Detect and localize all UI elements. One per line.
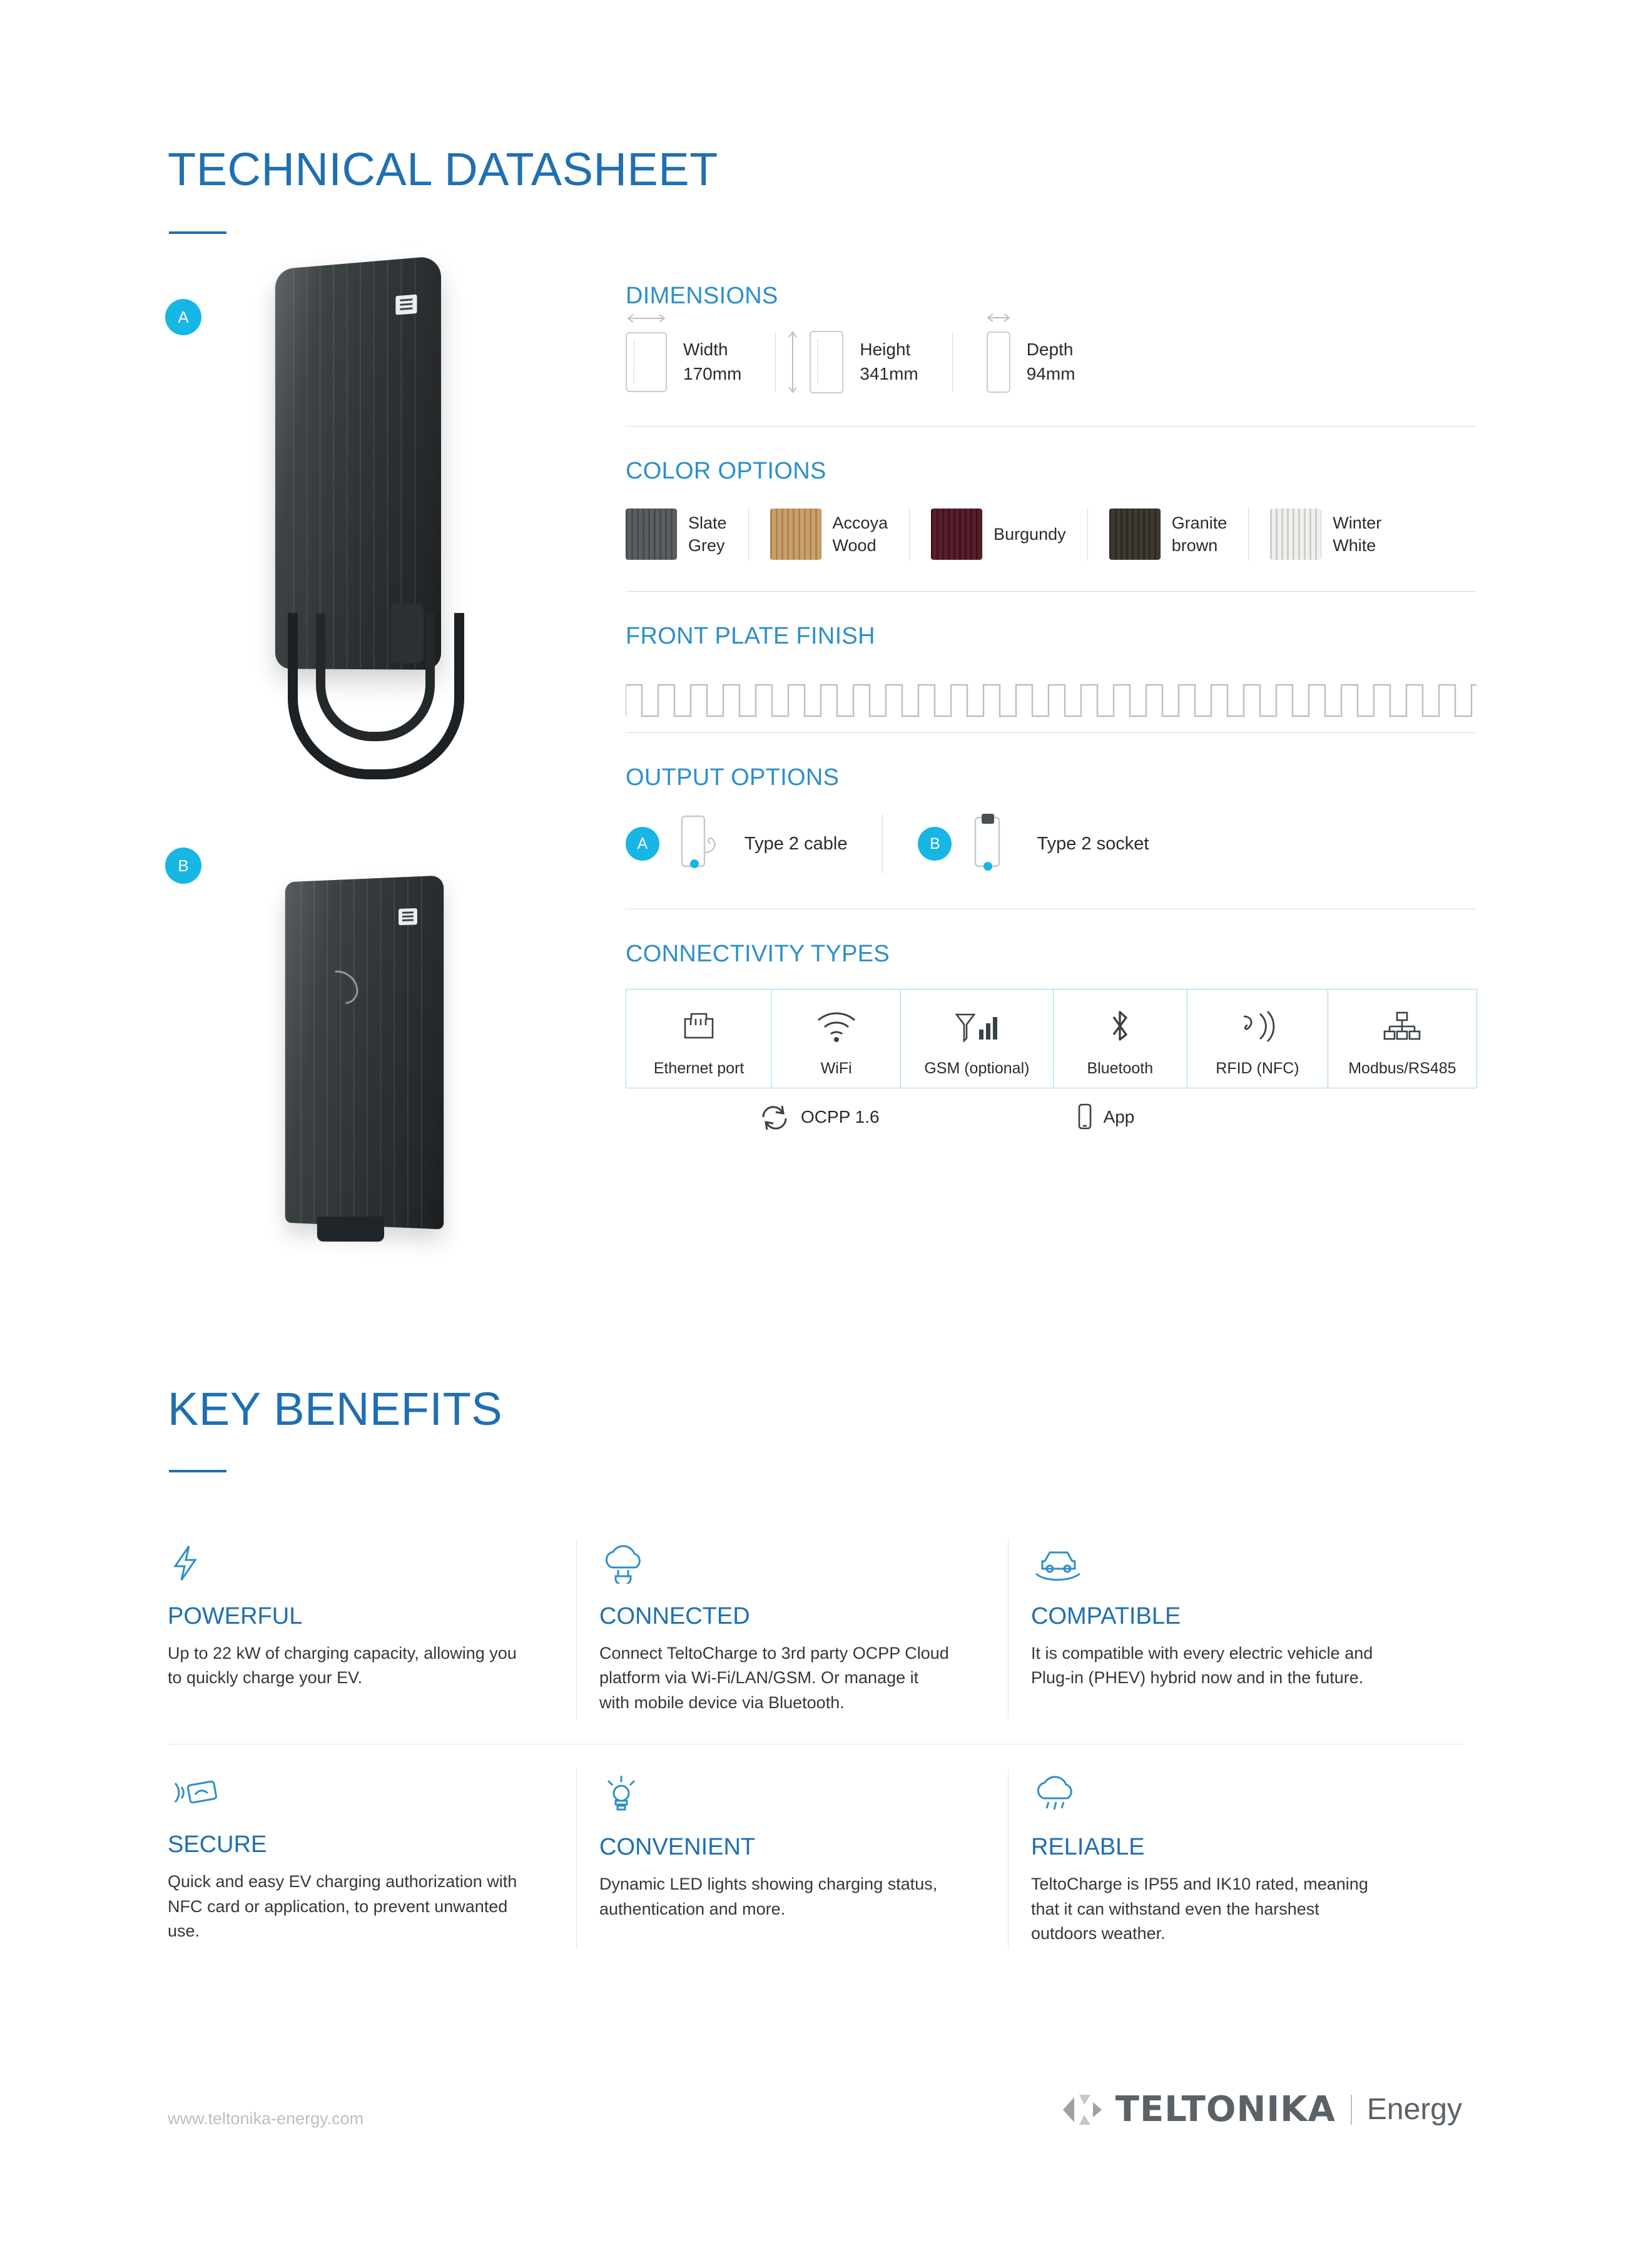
depth-value: 94mm [1026, 364, 1075, 383]
output-label-socket: Type 2 socket [1037, 833, 1149, 854]
color-label-line2: Grey [688, 536, 725, 555]
connectivity-gsm [900, 989, 1053, 1088]
divider [576, 1769, 577, 1950]
dimensions-heading: DIMENSIONS [626, 283, 778, 309]
benefit-title: CONVENIENT [599, 1834, 756, 1861]
connectivity-wifi [771, 989, 901, 1088]
bluetooth-icon [1105, 1003, 1135, 1050]
bolt-icon [168, 1542, 553, 1587]
swatch-burgundy [931, 509, 982, 560]
benefit-title: SECURE [168, 1831, 267, 1858]
divider [1351, 2095, 1352, 2125]
brand-sub: Energy [1366, 2093, 1462, 2126]
connectivity-label: Bluetooth [1087, 1060, 1154, 1077]
swatch-slate-grey [626, 509, 677, 560]
depth-label: Depth [1026, 340, 1074, 360]
divider [909, 507, 910, 561]
output-badge-b: B [918, 827, 952, 861]
connectivity-heading: CONNECTIVITY TYPES [626, 941, 890, 967]
height-icon [810, 331, 843, 393]
divider [1008, 1769, 1009, 1950]
swatch-accoya-wood [770, 509, 821, 560]
benefit-text: Connect TeltoCharge to 3rd party OCPP Cloud platform via Wi-Fi/LAN/GSM. Or manage it with mobile device via Bluetooth. [599, 1644, 949, 1712]
color-option-slate-grey[interactable] [626, 509, 727, 560]
divider [626, 732, 1476, 733]
divider [576, 1539, 577, 1719]
brand-name: TELTONIKA [1115, 2089, 1336, 2130]
benefit-connected [599, 1514, 1031, 1744]
connectivity-label: GSM (optional) [924, 1060, 1030, 1077]
height-arrow-icon [786, 328, 800, 396]
type2-cable-icon [678, 814, 724, 874]
key-benefits-title: KEY BENEFITS [168, 1383, 503, 1435]
benefit-secure [168, 1744, 599, 1975]
wifi-icon [815, 1003, 858, 1050]
dimensions-row [626, 331, 1476, 393]
divider [882, 814, 883, 874]
divider [626, 426, 1476, 427]
output-label-cable: Type 2 cable [744, 833, 848, 854]
color-label-line1: Granite [1171, 513, 1227, 532]
divider [748, 507, 749, 561]
swatch-winter-white [1270, 509, 1321, 560]
key-benefits-underline [169, 1470, 226, 1472]
ocpp-label: OCPP 1.6 [801, 1107, 880, 1126]
connectivity-label: Modbus/RS485 [1348, 1060, 1456, 1077]
teltonika-logo-on-device-a [395, 295, 417, 315]
product-image-variant-b [269, 879, 469, 1254]
connectivity-label: RFID (NFC) [1216, 1060, 1299, 1077]
led-light-icon [599, 1773, 985, 1818]
color-label-line2: Wood [832, 536, 877, 555]
teltonika-logo-on-device-b [399, 908, 417, 925]
connectivity-ethernet [626, 989, 772, 1088]
badge-variant-a: A [165, 299, 201, 335]
footer-url[interactable]: www.teltonika-energy.com [168, 2109, 364, 2128]
swatch-granite-brown [1109, 509, 1161, 560]
dimension-height [810, 331, 918, 393]
benefit-title: RELIABLE [1031, 1834, 1145, 1861]
output-badge-a: A [626, 827, 659, 861]
divider [1008, 1539, 1009, 1719]
ocpp-item [757, 1102, 880, 1132]
divider [626, 591, 1476, 592]
dimension-width [626, 332, 741, 392]
front-plate-finish-pattern [626, 667, 1476, 727]
rfid-card-icon [168, 1773, 553, 1815]
gsm-icon [953, 1003, 1000, 1050]
title-underline [169, 231, 226, 234]
app-label: App [1103, 1107, 1135, 1126]
benefit-powerful [168, 1514, 599, 1744]
teltonika-energy-logo [1058, 2089, 1462, 2130]
divider [775, 332, 776, 392]
color-label-line1: Accoya [832, 513, 888, 532]
benefit-convenient [599, 1744, 1031, 1975]
cloud-rain-icon [1031, 1773, 1416, 1818]
teltonika-mark-icon [1058, 2091, 1105, 2129]
color-option-burgundy[interactable] [931, 509, 1066, 560]
ocpp-icon [757, 1102, 792, 1132]
ethernet-icon [679, 1003, 719, 1050]
nfc-marking-icon [317, 964, 365, 1011]
connectivity-bluetooth [1053, 989, 1188, 1088]
color-option-winter-white[interactable] [1270, 509, 1381, 560]
divider [1087, 507, 1088, 561]
modbus-icon [1380, 1003, 1425, 1050]
output-options-heading: OUTPUT OPTIONS [626, 764, 840, 791]
width-label: Width [683, 340, 728, 360]
key-benefits-grid [168, 1514, 1463, 1975]
depth-icon [987, 332, 1010, 393]
benefit-text: Dynamic LED lights showing charging status, authentication and more. [599, 1875, 938, 1918]
connectivity-label: WiFi [820, 1060, 852, 1077]
benefit-text: Up to 22 kW of charging capacity, allowing you to quickly charge your EV. [168, 1644, 517, 1688]
width-icon [626, 332, 667, 392]
depth-arrow-icon [984, 311, 1013, 324]
page-title: TECHNICAL DATASHEET [168, 143, 718, 195]
color-options-row [626, 507, 1476, 561]
dimension-depth [987, 332, 1075, 393]
output-option-type2-cable[interactable] [626, 814, 847, 874]
connectivity-extras [626, 1102, 1476, 1132]
cloud-plug-icon [599, 1542, 985, 1587]
color-label-line2: White [1333, 536, 1376, 555]
benefit-title: CONNECTED [599, 1603, 750, 1629]
benefit-compatible [1031, 1514, 1463, 1744]
height-value: 341mm [860, 364, 918, 383]
app-icon [1074, 1102, 1095, 1132]
width-value: 170mm [683, 364, 742, 383]
benefit-reliable [1031, 1744, 1463, 1975]
spec-panel [626, 283, 1476, 1132]
connectivity-label: Ethernet port [653, 1060, 744, 1077]
nfc-icon [1235, 1003, 1280, 1050]
color-label-line1: Winter [1333, 513, 1382, 532]
output-options-row [626, 814, 1476, 874]
color-label-line1: Slate [688, 513, 727, 532]
color-label-line2: brown [1171, 536, 1218, 555]
benefit-text: TeltoCharge is IP55 and IK10 rated, meaning that it can withstand even the harshest outdoors weather. [1031, 1875, 1368, 1943]
height-label: Height [860, 340, 911, 360]
divider [952, 332, 953, 392]
app-item [1074, 1102, 1135, 1132]
connectivity-row [626, 989, 1476, 1088]
front-plate-finish-heading: FRONT PLATE FINISH [626, 623, 875, 649]
divider [1248, 507, 1249, 561]
color-label-line1: Burgundy [993, 524, 1066, 544]
badge-variant-b: B [165, 848, 201, 884]
car-hand-icon [1031, 1542, 1416, 1587]
width-arrow-icon [624, 312, 668, 325]
connectivity-rfid [1187, 989, 1328, 1088]
benefit-text: It is compatible with every electric vehicle and Plug-in (PHEV) hybrid now and in the future. [1031, 1644, 1373, 1688]
color-options-heading: COLOR OPTIONS [626, 458, 826, 484]
product-image-variant-a [250, 263, 457, 744]
benefit-text: Quick and easy EV charging authorization with NFC card or application, to prevent unwanted use. [168, 1872, 517, 1941]
output-option-type2-socket[interactable] [918, 814, 1149, 874]
connectivity-modbus [1328, 989, 1477, 1088]
color-option-accoya-wood[interactable] [770, 509, 888, 560]
benefit-title: POWERFUL [168, 1603, 303, 1629]
color-option-granite-brown[interactable] [1109, 509, 1227, 560]
benefit-title: COMPATIBLE [1031, 1603, 1181, 1629]
type2-socket-icon [970, 814, 1017, 874]
